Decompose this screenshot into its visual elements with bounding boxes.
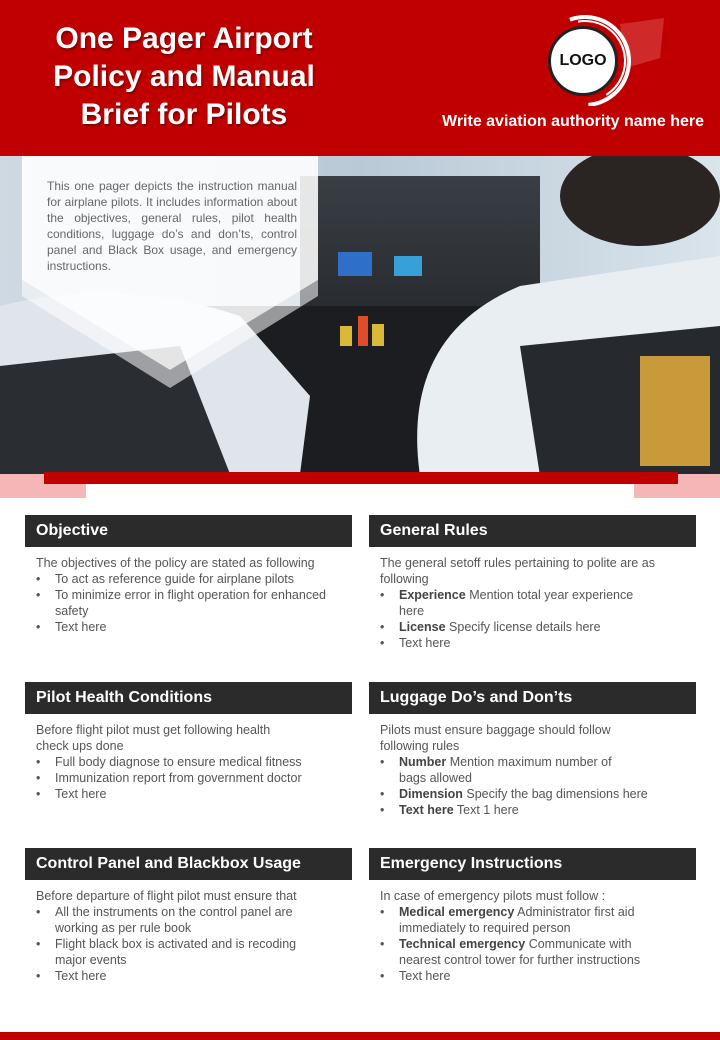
list-item: • Text here Text 1 here: [380, 802, 696, 818]
logo-text: LOGO: [548, 26, 618, 96]
section-intro: The objectives of the policy are stated as following: [36, 556, 315, 570]
section-title: Objective: [25, 515, 352, 547]
list-item: • Text here: [36, 786, 352, 802]
list-item: • License Specify license details here: [380, 619, 656, 635]
section-title: Pilot Health Conditions: [25, 682, 352, 714]
section-luggage: [369, 682, 696, 818]
accent-bar-red: [44, 472, 678, 484]
section-title: Control Panel and Blackbox Usage: [25, 848, 352, 880]
intro-text: This one pager depicts the instruction manual for airplane pilots. It includes information about the objectives, general rules, pilot health conditions, luggage do’s and don’ts, control panel and Black Box usage, and emergency instructions.: [47, 179, 297, 273]
section-intro: Before flight pilot must get following health check ups done: [36, 723, 271, 753]
list-item: • Medical emergency Administrator first aid immediately to required person: [380, 904, 666, 936]
list-item: • Full body diagnose to ensure medical fitness: [36, 754, 352, 770]
section-pilot-health: [25, 682, 352, 802]
section-objective: [25, 515, 352, 635]
list-item: • Text here: [380, 968, 666, 984]
section-title: Emergency Instructions: [369, 848, 696, 880]
section-title: General Rules: [369, 515, 696, 547]
list-item: • Text here: [36, 619, 352, 635]
list-item: • Technical emergency Communicate with nearest control tower for further instructions: [380, 936, 666, 968]
section-title: Luggage Do’s and Don’ts: [369, 682, 696, 714]
footer-bar: [0, 1032, 720, 1040]
section-intro: In case of emergency pilots must follow :: [380, 889, 606, 903]
list-item: • Immunization report from government doctor: [36, 770, 352, 786]
section-control-panel: [25, 848, 352, 984]
list-item: • To minimize error in flight operation for enhanced safety: [36, 587, 352, 619]
list-item: • Dimension Specify the bag dimensions here: [380, 786, 696, 802]
list-item: • Text here: [36, 968, 322, 984]
authority-name: Write aviation authority name here: [442, 113, 704, 130]
header-banner: [0, 0, 720, 156]
section-general-rules: [369, 515, 696, 651]
section-intro: Before departure of flight pilot must ensure that: [36, 889, 297, 903]
list-item: • Text here: [380, 635, 656, 651]
list-item: • Number Mention maximum number of bags allowed: [380, 754, 640, 786]
logo: [538, 10, 662, 106]
section-intro: Pilots must ensure baggage should follow following rules: [380, 723, 611, 753]
section-intro: The general setoff rules pertaining to polite are as following: [380, 556, 655, 586]
list-item: • Flight black box is activated and is recoding major events: [36, 936, 322, 968]
page-title: One Pager Airport Policy and Manual Brief for Pilots: [53, 22, 315, 131]
section-emergency: [369, 848, 696, 984]
list-item: • All the instruments on the control panel are working as per rule book: [36, 904, 322, 936]
list-item: • To act as reference guide for airplane pilots: [36, 571, 352, 587]
list-item: • Experience Mention total year experience here: [380, 587, 656, 619]
